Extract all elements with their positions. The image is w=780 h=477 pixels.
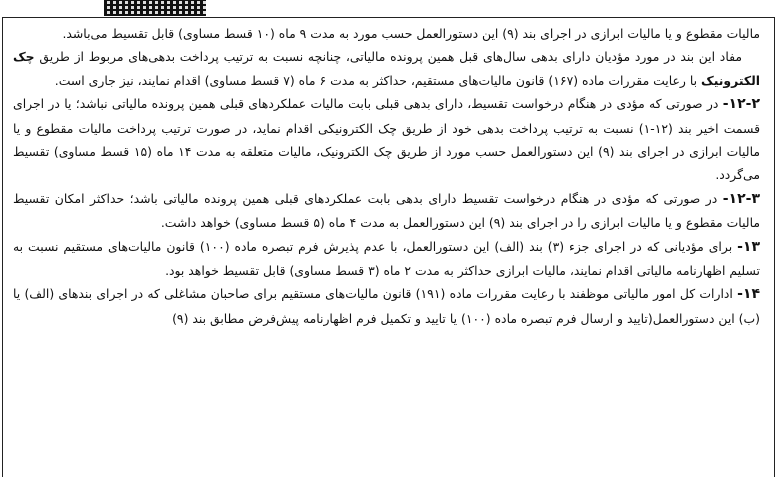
document-text-frame [2, 17, 775, 477]
paragraph-text: در صورتی که مؤدی در هنگام درخواست تقسیط دارای بدهی بابت عملکردهای قبلی همین پرونده مالیاتی باشد؛ حداکثر امکان تقسیط مالیات مقطوع و یا مالیات ابرازی را در اجرای بند (۹) این دستورالعمل به مدت ۴ ماه (۵ قسط مساوی) خواهد داشت. [13, 190, 760, 231]
paragraph-text: برای مؤدیانی که در اجرای جزء (۳) بند (الف) این دستورالعمل، با عدم پذیرش فرم تبصره ماده (۱۰۰) قانون مالیات‌های مستقیم نسبت به تسلیم اظهارنامه مالیاتی اقدام نمایند، مالیات ابرازی حداکثر به مدت ۲ ماه (۳ قسط مساوی) قابل تقسیط خواهد بود. [13, 238, 760, 279]
clause-number: ۱۳- [737, 238, 760, 255]
paragraph-text: مالیات مقطوع و یا مالیات ابرازی در اجرای بند (۹) این دستورالعمل حسب مورد به مدت ۹ ماه (۱۰ قسط مساوی) قابل تقسیط می‌باشد. [62, 26, 760, 41]
paragraph-p1 [13, 22, 760, 45]
paragraph-text: مفاد این بند در مورد مؤدیان دارای بدهی سال‌های قبل همین پرونده مالیاتی، چنانچه نسبت به ترتیب پرداخت بدهی‌های مربوط از طریق [34, 49, 742, 65]
clause-number: ۱۲-۳- [722, 190, 760, 207]
clause-number: ۱۴- [737, 286, 760, 303]
clause-number: ۱۲-۲- [722, 96, 760, 113]
paragraph-p6 [13, 282, 760, 330]
paragraph-p5 [13, 235, 760, 283]
paragraph-text: ادارات کل امور مالیاتی موظفند با رعایت مقررات ماده (۱۹۱) قانون مالیات‌های مستقیم برای صاحبان مشاغلی که در اجرای بندهای (الف) یا (ب) این دستورالعمل(تایید و ارسال فرم تبصره ماده (۱۰۰) یا تایید و تکمیل فرم اظهارنامه پیش‌فرض مطابق بند (۹) [13, 286, 760, 326]
paragraph-text: در صورتی که مؤدی در هنگام درخواست تقسیط، دارای بدهی قبلی بابت مالیات عملکردهای قبلی همین پرونده مالیاتی نباشد؛ یا در اجرای قسمت اخیر بند (۱۲-۱) نسبت به ترتیب پرداخت بدهی خود از طریق چک الکترونیکی اقدام نماید، در صورت ترتیب پرداخت مالیات مقطوع و یا مالیات ابرازی در اجرای بند (۹) این دستورالعمل حسب مورد از طریق چک الکترونیک، مالیات متعلقه به مدت ۱۴ ماه (۱۵ قسط مساوی) تقسیط می‌گردد. [13, 96, 761, 183]
paragraph-p4 [13, 187, 760, 235]
paragraph-text: با رعایت مقررات ماده (۱۶۷) قانون مالیات‌های مستقیم، حداکثر به مدت ۶ ماه (۷ قسط مساوی) اقدام نمایند، نیز جاری است. [54, 72, 702, 88]
paragraph-p2 [13, 45, 760, 92]
bold-term: چک الکترونیک [13, 49, 760, 88]
qr-code-image [104, 0, 206, 16]
paragraph-p3 [13, 92, 760, 187]
